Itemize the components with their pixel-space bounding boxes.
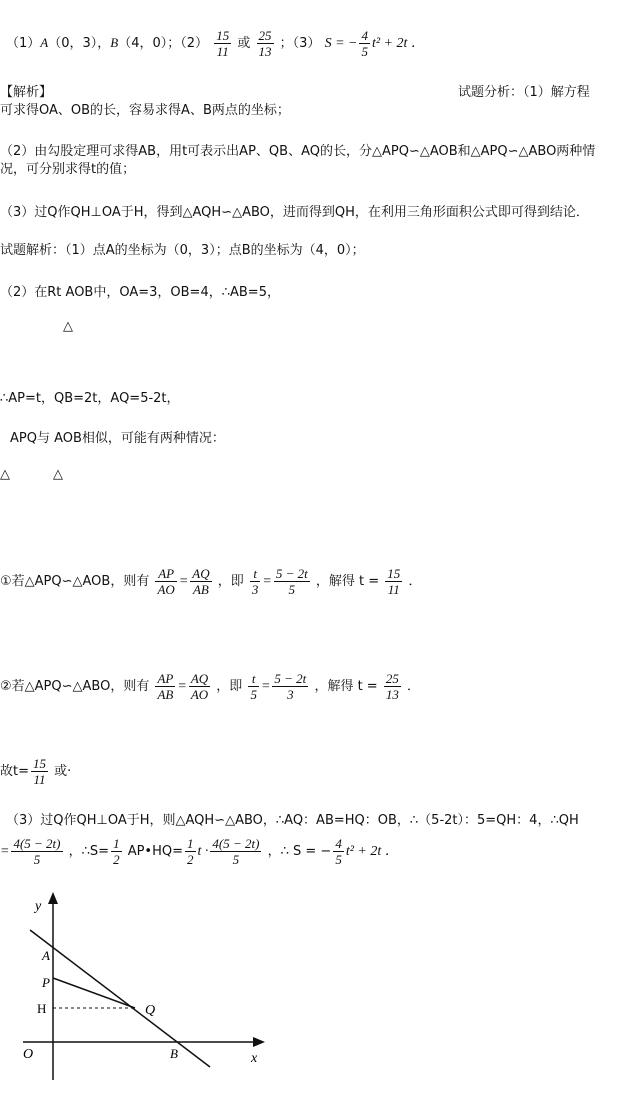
y-axis-arrow bbox=[48, 892, 58, 904]
jiexi-line-3: （2）由勾股定理可求得AB，用t可表示出AP、QB、AQ的长，分△APQ∽△AOB和△APQ∽△ABO两种情 bbox=[0, 144, 596, 159]
solution-line-2: （2）在Rt AOB中，OA=3，OB=4，∴AB=5， bbox=[0, 285, 280, 300]
jiexi-line-4: 况，可分别求得t的值； bbox=[0, 162, 136, 177]
jiexi-line-2: 可求得OA、OB的长，容易求得A、B两点的坐标； bbox=[0, 103, 290, 118]
label-h: H bbox=[37, 1001, 47, 1016]
answer-fraction-1: $\frac{15}{11}$ bbox=[216, 28, 230, 59]
jiexi-right: 试题分析：（1）解方程 bbox=[458, 85, 590, 100]
segment-pq bbox=[53, 978, 135, 1008]
line-ab bbox=[30, 930, 210, 1067]
label-y: y bbox=[35, 899, 42, 914]
answer-fraction-3: $\frac{4}{5}$ bbox=[361, 28, 368, 59]
part-3-line-2: = $\frac{4(5 - 2t)}{5}$ ，∴S= $\frac{1}{2}$ AP•HQ= $\frac{1}{2}$ t · $\frac{4(5 - 2t)}{5}$ ，∴ S = − $\frac{4}{5}$ t² + 2t ． bbox=[0, 836, 399, 867]
triangle-symbol-2: △ bbox=[0, 467, 10, 482]
conclusion-line: 故t= $\frac{15}{11}$ 或· bbox=[0, 756, 72, 787]
case-2-line: ②若△APQ∽△ABO，则有 $\frac{AP}{AB}$ = $\frac{AQ}{AO}$ ，即 $\frac{t}{5}$ = $\frac{5 - 2t}{3}$ ，解得 t = $\frac{25}{13}$ ． bbox=[0, 671, 420, 702]
part-3-line-1: （3）过Q作QH⊥OA于H，则△AQH∽△ABO，∴AQ：AB=HQ：OB，∴（5-2t）：5=QH：4，∴QH bbox=[6, 813, 579, 828]
solution-line-4: APQ与 AOB相似，可能有两种情况： bbox=[10, 431, 225, 446]
answer-line: （1）A（0，3），B（4，0）；（2） $\frac{15}{11}$ 或 $\frac{25}{13}$ ；（3） S = − $\frac{4}{5}$ t² + 2t ． bbox=[6, 28, 425, 59]
jiexi-line-5: （3）过Q作QH⊥OA于H，得到△AQH∽△ABO，进而得到QH，在利用三角形面积公式即可得到结论． bbox=[0, 205, 589, 220]
triangle-symbol-1: △ bbox=[63, 319, 73, 334]
label-q: Q bbox=[145, 1003, 156, 1018]
label-a: A bbox=[42, 948, 50, 963]
answer-fraction-2: $\frac{25}{13}$ bbox=[258, 28, 272, 59]
triangle-symbol-3: △ bbox=[53, 467, 63, 482]
label-o: O bbox=[23, 1047, 34, 1062]
jiexi-heading: 【解析】 bbox=[0, 85, 53, 100]
case-1-line: ①若△APQ∽△AOB，则有 $\frac{AP}{AO}$ = $\frac{AQ}{AB}$ ，即 $\frac{t}{3}$ = $\frac{5 - 2t}{5}$ ，解得 t = $\frac{15}{11}$ ． bbox=[0, 566, 422, 597]
x-axis-arrow bbox=[253, 1037, 265, 1047]
solution-line-3: ∴AP=t，QB=2t，AQ=5-2t， bbox=[0, 391, 180, 406]
coordinate-figure bbox=[15, 890, 275, 1085]
label-x: x bbox=[251, 1051, 258, 1066]
solution-line-1: 试题解析：（1）点A的坐标为（0，3）；点B的坐标为（4，0）； bbox=[0, 243, 365, 258]
label-b: B bbox=[170, 1046, 178, 1061]
label-p: P bbox=[42, 975, 50, 990]
